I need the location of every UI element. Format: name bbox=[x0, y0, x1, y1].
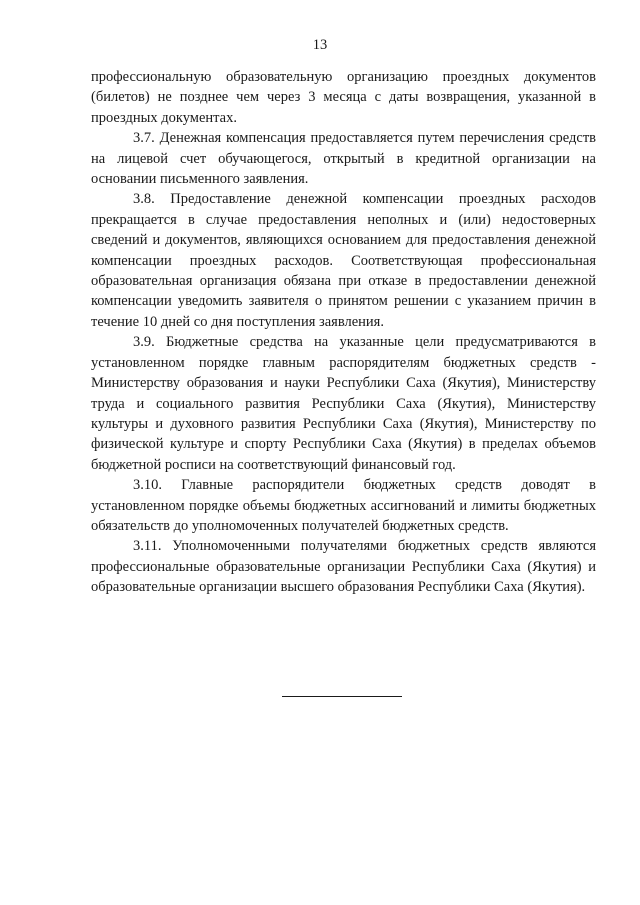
paragraph-3-7: 3.7. Денежная компенсация предоставляется путем перечисления средств на лицевой счет обучающегося, открытый в кредитной организации на основании письменного заявления. bbox=[91, 130, 596, 188]
paragraph-3-8: 3.8. Предоставление денежной компенсации проездных расходов прекращается в случае предоставления неполных и (или) недостоверных сведений и документов, являющихся основанием для предоставления денежной компенсации проездных расходов. Соответствующая профессиональная образовательная организация обязана при отказе в предоставлении денежной компенсации уведомить заявителя о принятом решении с указанием причин в течение 10 дней со дня поступления заявления. bbox=[91, 191, 596, 330]
document-body bbox=[91, 67, 596, 598]
page-number: 13 bbox=[312, 37, 328, 53]
paragraph-3-11: 3.11. Уполномоченными получателями бюджетных средств являются профессиональные образовательные организации Республики Саха (Якутия) и образовательные организации высшего образования Республики Саха (Якутия). bbox=[91, 538, 596, 596]
paragraph-3-9: 3.9. Бюджетные средства на указанные цели предусматриваются в установленном порядке главным распорядителям бюджетных средств - Министерству образования и науки Республики Саха (Якутия), Министерству труда и социального развития Республики Саха (Якутия), Министерству культуры и духовного развития Республики Саха (Якутия), Министерству по физической культуре и спорту Республики Саха (Якутия) в пределах объемов бюджетной росписи на соответствующий финансовый год. bbox=[91, 334, 596, 473]
paragraph-continuation: профессиональную образовательную организацию проездных документов (билетов) не позднее чем через 3 месяца с даты возвращения, указанной в проездных документах. bbox=[91, 69, 596, 126]
paragraph-3-10: 3.10. Главные распорядители бюджетных средств доводят в установленном порядке объемы бюджетных ассигнований и лимиты бюджетных обязательств до уполномоченных получателей бюджетных средств. bbox=[91, 477, 596, 534]
end-separator-line bbox=[282, 696, 402, 697]
